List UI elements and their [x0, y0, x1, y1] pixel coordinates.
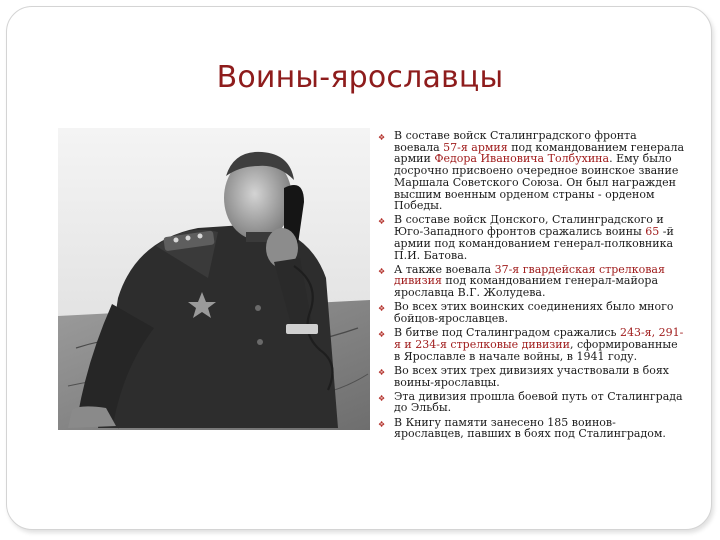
list-item — [378, 301, 684, 324]
bullet-icon: ❖ — [378, 393, 386, 403]
highlight-text: 57-я армия — [443, 140, 508, 154]
highlight-text: Федора Ивановича Толбухина — [434, 152, 610, 166]
body-text: под командованием генерала армии — [394, 140, 684, 166]
body-text: Эта дивизия прошла боевой путь от Сталинграда до Эльбы. — [394, 389, 683, 415]
body-text: В составе войск Донского, Сталинградского и Юго-Западного фронтов сражались воины — [394, 213, 664, 239]
list-item — [378, 391, 684, 414]
body-text: , сформированные в Ярославле в начале войны, в 1941 году. — [394, 337, 678, 363]
list-item — [378, 365, 684, 388]
highlight-text: 65 — [645, 225, 660, 239]
list-item — [378, 264, 684, 299]
body-text: Во всех этих трех дивизиях участвовали в боях воины-ярославцы. — [394, 363, 669, 389]
list-item — [378, 327, 684, 362]
bullet-icon: ❖ — [378, 133, 386, 142]
commander-photo — [58, 128, 370, 430]
list-item — [378, 214, 684, 261]
body-text: В составе войск Сталинградского фронта воевала — [394, 129, 637, 154]
body-text: А также воевала — [394, 262, 495, 276]
list-item — [378, 417, 684, 440]
body-text: В битве под Сталинградом сражались — [394, 326, 620, 340]
bullet-icon: ❖ — [378, 304, 386, 314]
slide-title: Воины-ярославцы — [216, 60, 504, 95]
highlight-text: 37-я гвардейская стрелковая дивизия — [394, 262, 665, 288]
bullet-icon: ❖ — [378, 217, 386, 227]
list-item — [378, 130, 684, 212]
facts-list — [378, 130, 684, 443]
bullet-icon: ❖ — [378, 367, 386, 377]
bullet-icon: ❖ — [378, 419, 386, 429]
highlight-text: 243-я, 291-я и 234-я стрелковые дивизии — [394, 326, 684, 351]
body-text: под командованием генерал-майора ярославца В.Г. Жолудева. — [394, 274, 659, 300]
body-text: . Ему было досрочно присвоено очередное воинское звание Маршала Советского Союза. Он был награжден высшим военным орденом страны - орденом Победы. — [394, 152, 679, 213]
bullet-icon: ❖ — [378, 266, 386, 276]
bullet-icon: ❖ — [378, 330, 386, 340]
commander-photo-illustration — [58, 128, 370, 430]
body-text: -й армии под командованием генерал-полковника П.И. Батова. — [394, 225, 674, 262]
body-text: Во всех этих воинских соединениях было много бойцов-ярославцев. — [394, 300, 674, 326]
body-text: В Книгу памяти занесено 185 воинов-ярославцев, павших в боях под Сталинградом. — [394, 415, 666, 441]
